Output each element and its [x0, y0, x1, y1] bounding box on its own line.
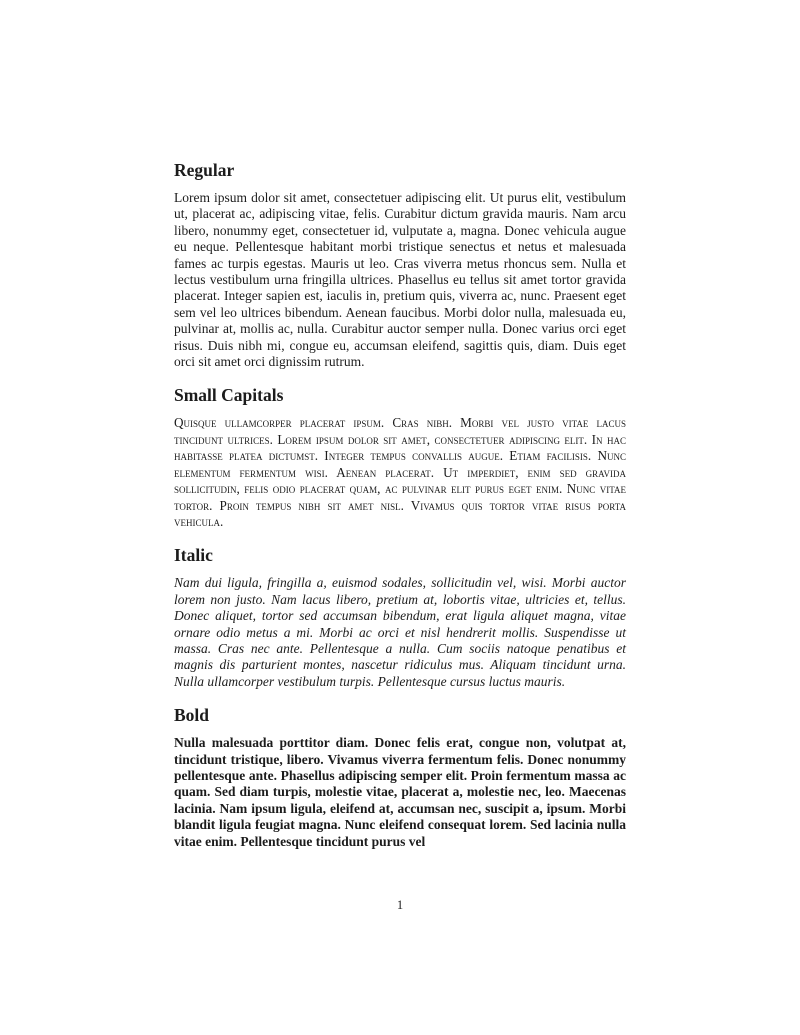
section-heading-small-capitals: Small Capitals [174, 385, 284, 406]
section-paragraph-small-capitals: Quisque ullamcorper placerat ipsum. Cras nibh. Morbi vel justo vitae lacus tincidunt ultrices. Lorem ipsum dolor sit amet, consectetuer adipiscing elit. In hac habitasse platea dictumst. Integer tempus convallis augue. Etiam facilisis. Nunc elementum fermentum wisi. Aenean placerat. Ut imperdiet, enim sed gravida sollicitudin, felis odio placerat quam, ac pulvinar elit purus eget enim. Nunc vitae tortor. Proin tempus nibh sit amet nisl. Vivamus quis tortor vitae risus porta vehicula. [174, 415, 626, 529]
section-heading-bold: Bold [174, 705, 210, 726]
section-heading-italic: Italic [174, 545, 213, 566]
section-italic [174, 545, 626, 690]
section-heading-regular: Regular [174, 160, 235, 180]
page-number: 1 [396, 898, 404, 912]
section-bold [174, 705, 626, 850]
section-paragraph-italic: Nam dui ligula, fringilla a, euismod sodales, sollicitudin vel, wisi. Morbi auctor lorem non justo. Nam lacus libero, pretium at, lobortis vitae, ultricies et, tellus. Donec aliquet, tortor sed accumsan bibendum, erat ligula aliquet magna, vitae ornare odio metus a mi. Morbi ac orci et nisl hendrerit mollis. Suspendisse ut massa. Cras nec ante. Pellentesque a nulla. Cum sociis natoque penatibus et magnis dis parturient montes, nascetur ridiculus mus. Aliquam tincidunt urna. Nulla ullamcorper vestibulum turpis. Pellentesque cursus luctus mauris. [174, 575, 626, 689]
section-regular [174, 160, 626, 370]
section-small-capitals [174, 385, 626, 530]
text-column [174, 160, 626, 850]
section-paragraph-bold: Nulla malesuada porttitor diam. Donec felis erat, congue non, volutpat at, tincidunt tristique, libero. Vivamus viverra fermentum felis. Donec nonummy pellentesque ante. Phasellus adipiscing semper elit. Proin fermentum massa ac quam. Sed diam turpis, molestie vitae, placerat a, molestie nec, leo. Maecenas lacinia. Nam ipsum ligula, eleifend at, accumsan nec, suscipit a, ipsum. Morbi blandit ligula feugiat magna. Nunc eleifend consequat lorem. Sed lacinia nulla vitae enim. Pellentesque tincidunt purus vel [174, 735, 626, 849]
section-paragraph-regular: Lorem ipsum dolor sit amet, consectetuer adipiscing elit. Ut purus elit, vestibulum ut, placerat ac, adipiscing vitae, felis. Curabitur dictum gravida mauris. Nam arcu libero, nonummy eget, consectetuer id, vulputate a, magna. Donec vehicula augue eu neque. Pellentesque habitant morbi tristique senectus et netus et malesuada fames ac turpis egestas. Mauris ut leo. Cras viverra metus rhoncus sem. Nulla et lectus vestibulum urna fringilla ultrices. Phasellus eu tellus sit amet tortor gravida placerat. Integer sapien est, iaculis in, pretium quis, viverra ac, nunc. Praesent eget sem vel leo ultrices bibendum. Aenean faucibus. Morbi dolor nulla, malesuada eu, pulvinar at, mollis ac, nulla. Curabitur auctor semper nulla. Donec varius orci eget risus. Duis nibh mi, congue eu, accumsan eleifend, sagittis quis, diam. Duis eget orci sit amet orci dignissim rutrum. [174, 190, 626, 370]
